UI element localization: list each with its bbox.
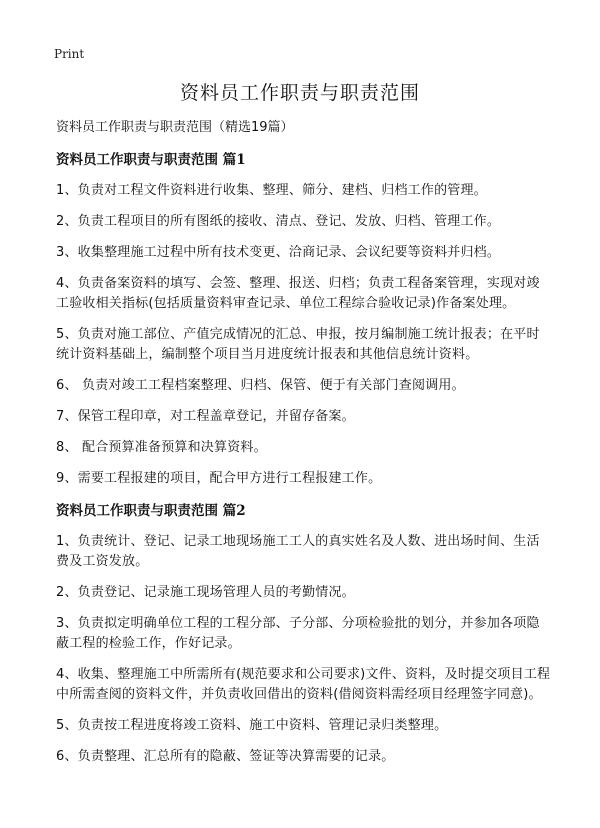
document-subtitle: 资料员工作职责与职责范围（精选19篇）	[56, 120, 294, 135]
list-item: 2、负责工程项目的所有图纸的接收、清点、登记、发放、归档、管理工作。	[56, 214, 501, 229]
section-1	[56, 151, 552, 489]
print-label: Print	[54, 47, 85, 61]
list-item: 9、需要工程报建的项目，配合甲方进行工程报建工作。	[56, 471, 382, 486]
list-item: 8、 配合预算准备预算和决算资料。	[56, 440, 267, 455]
list-item: 3、收集整理施工过程中所有技术变更、洽商记录、会议纪要等资料并归档。	[56, 245, 501, 260]
list-item: 4、负责备案资料的填写、会签、整理、报送、归档；负责工程备案管理，实现对竣工验收相关指标(包括质量资料审查记录、单位工程综合验收记录)作备案处理。	[56, 276, 540, 311]
list-item: 3、负责拟定明确单位工程的工程分部、子分部、分项检验批的划分，并参加各项隐蔽工程的检验工作，作好记录。	[56, 616, 540, 651]
section-heading: 资料员工作职责与职责范围 篇1	[56, 152, 246, 168]
list-item: 1、负责对工程文件资料进行收集、整理、筛分、建档、归档工作的管理。	[56, 183, 487, 198]
list-item: 2、负责登记、记录施工现场管理人员的考勤情况。	[56, 585, 355, 600]
list-item: 6、 负责对竣工工程档案整理、归档、保管、便于有关部门查阅调用。	[56, 378, 465, 393]
list-item: 7、保管工程印章，对工程盖章登记，并留存备案。	[56, 409, 355, 424]
list-item: 5、负责按工程进度将竣工资料、施工中资料、管理记录归类整理。	[56, 718, 448, 733]
document-body	[56, 119, 552, 778]
list-item: 5、负责对施工部位、产值完成情况的汇总、申报，按月编制施工统计报表；在平时统计资料基础上，编制整个项目当月进度统计报表和其他信息统计资料。	[56, 327, 540, 362]
section-heading: 资料员工作职责与职责范围 篇2	[56, 503, 246, 519]
page-title: 资料员工作职责与职责范围	[179, 82, 420, 104]
list-item: 6、负责整理、汇总所有的隐蔽、签证等决算需要的记录。	[56, 749, 395, 764]
list-item: 4、收集、整理施工中所需所有(规范要求和公司要求)文件、资料，及时提交项目工程中所需查阅的资料文件，并负责收回借出的资料(借阅资料需经项目经理签字同意)。	[56, 667, 551, 702]
list-item: 1、负责统计、登记、记录工地现场施工工人的真实姓名及人数、进出场时间、生活费及工资发放。	[56, 534, 540, 569]
section-2	[56, 502, 552, 767]
